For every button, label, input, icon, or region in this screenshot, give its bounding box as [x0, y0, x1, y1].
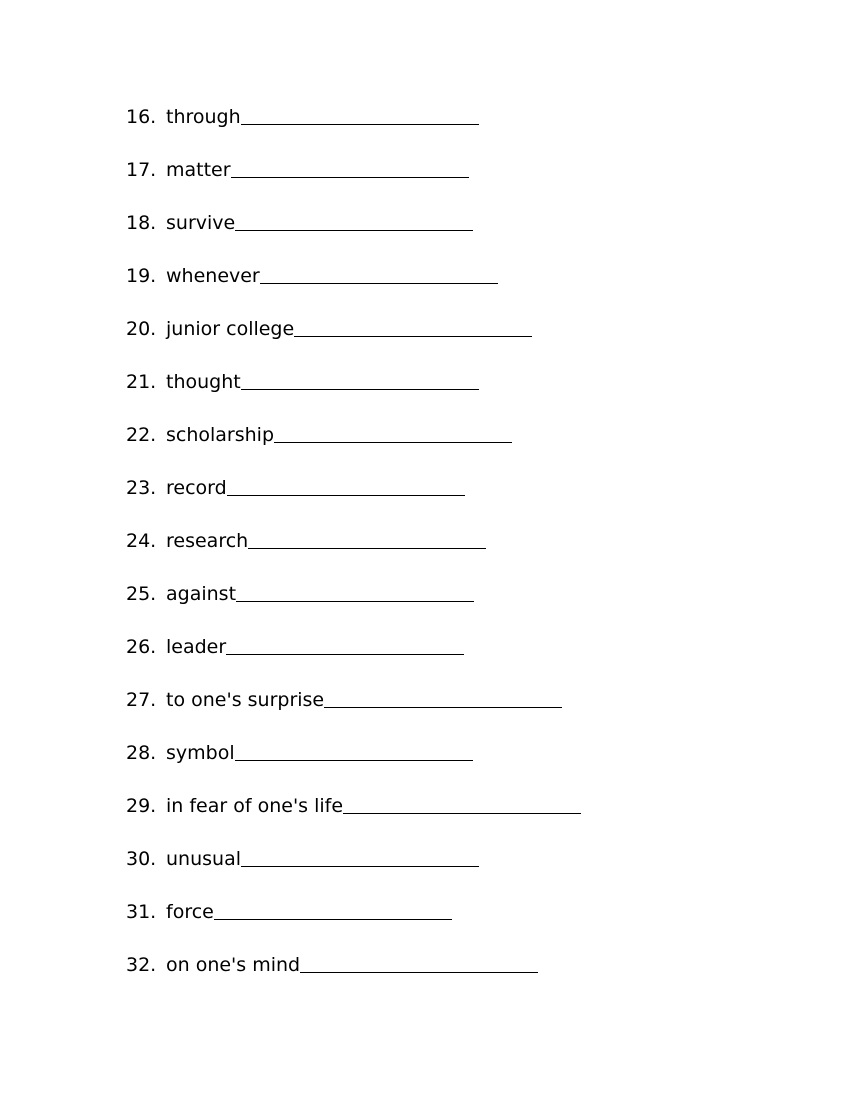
answer-blank[interactable]	[235, 209, 473, 231]
item-word: scholarship	[166, 424, 275, 446]
list-item	[126, 739, 581, 792]
item-number: 28.	[126, 742, 157, 764]
answer-blank[interactable]	[324, 686, 562, 708]
item-number: 24.	[126, 530, 157, 552]
item-number: 18.	[126, 212, 157, 234]
item-word: unusual	[166, 848, 241, 870]
answer-blank[interactable]	[241, 103, 479, 125]
item-number: 31.	[126, 901, 157, 923]
item-word: to one's surprise	[166, 689, 325, 711]
item-word: on one's mind	[166, 954, 301, 976]
answer-blank[interactable]	[241, 368, 479, 390]
item-word: record	[166, 477, 227, 499]
list-item	[126, 792, 581, 845]
list-item	[126, 156, 581, 209]
list-item	[126, 262, 581, 315]
item-number: 25.	[126, 583, 157, 605]
item-word: in fear of one's life	[166, 795, 344, 817]
list-item	[126, 368, 581, 421]
answer-blank[interactable]	[227, 474, 465, 496]
item-word: force	[166, 901, 214, 923]
list-item	[126, 209, 581, 262]
list-item	[126, 898, 581, 951]
answer-blank[interactable]	[235, 739, 473, 761]
item-number: 26.	[126, 636, 157, 658]
item-word: symbol	[166, 742, 235, 764]
item-word: survive	[166, 212, 236, 234]
list-item	[126, 527, 581, 580]
answer-blank[interactable]	[241, 845, 479, 867]
list-item	[126, 686, 581, 739]
list-item	[126, 421, 581, 474]
list-item	[126, 633, 581, 686]
item-word: matter	[166, 159, 231, 181]
item-number: 22.	[126, 424, 157, 446]
item-word: research	[166, 530, 249, 552]
item-word: leader	[166, 636, 227, 658]
item-number: 23.	[126, 477, 157, 499]
item-number: 21.	[126, 371, 157, 393]
item-word: against	[166, 583, 237, 605]
answer-blank[interactable]	[236, 580, 474, 602]
list-item	[126, 315, 581, 368]
vocabulary-list	[126, 103, 581, 1004]
item-word: thought	[166, 371, 241, 393]
list-item	[126, 103, 581, 156]
item-number: 29.	[126, 795, 157, 817]
item-number: 20.	[126, 318, 157, 340]
item-word: whenever	[166, 265, 260, 287]
answer-blank[interactable]	[226, 633, 464, 655]
item-number: 17.	[126, 159, 157, 181]
item-number: 32.	[126, 954, 157, 976]
item-word: through	[166, 106, 241, 128]
item-number: 30.	[126, 848, 157, 870]
answer-blank[interactable]	[214, 898, 452, 920]
answer-blank[interactable]	[343, 792, 581, 814]
list-item	[126, 951, 581, 1004]
answer-blank[interactable]	[300, 951, 538, 973]
answer-blank[interactable]	[260, 262, 498, 284]
answer-blank[interactable]	[274, 421, 512, 443]
list-item	[126, 845, 581, 898]
item-number: 16.	[126, 106, 157, 128]
item-number: 27.	[126, 689, 157, 711]
list-item	[126, 474, 581, 527]
item-number: 19.	[126, 265, 157, 287]
item-word: junior college	[166, 318, 295, 340]
answer-blank[interactable]	[248, 527, 486, 549]
list-item	[126, 580, 581, 633]
answer-blank[interactable]	[294, 315, 532, 337]
answer-blank[interactable]	[231, 156, 469, 178]
